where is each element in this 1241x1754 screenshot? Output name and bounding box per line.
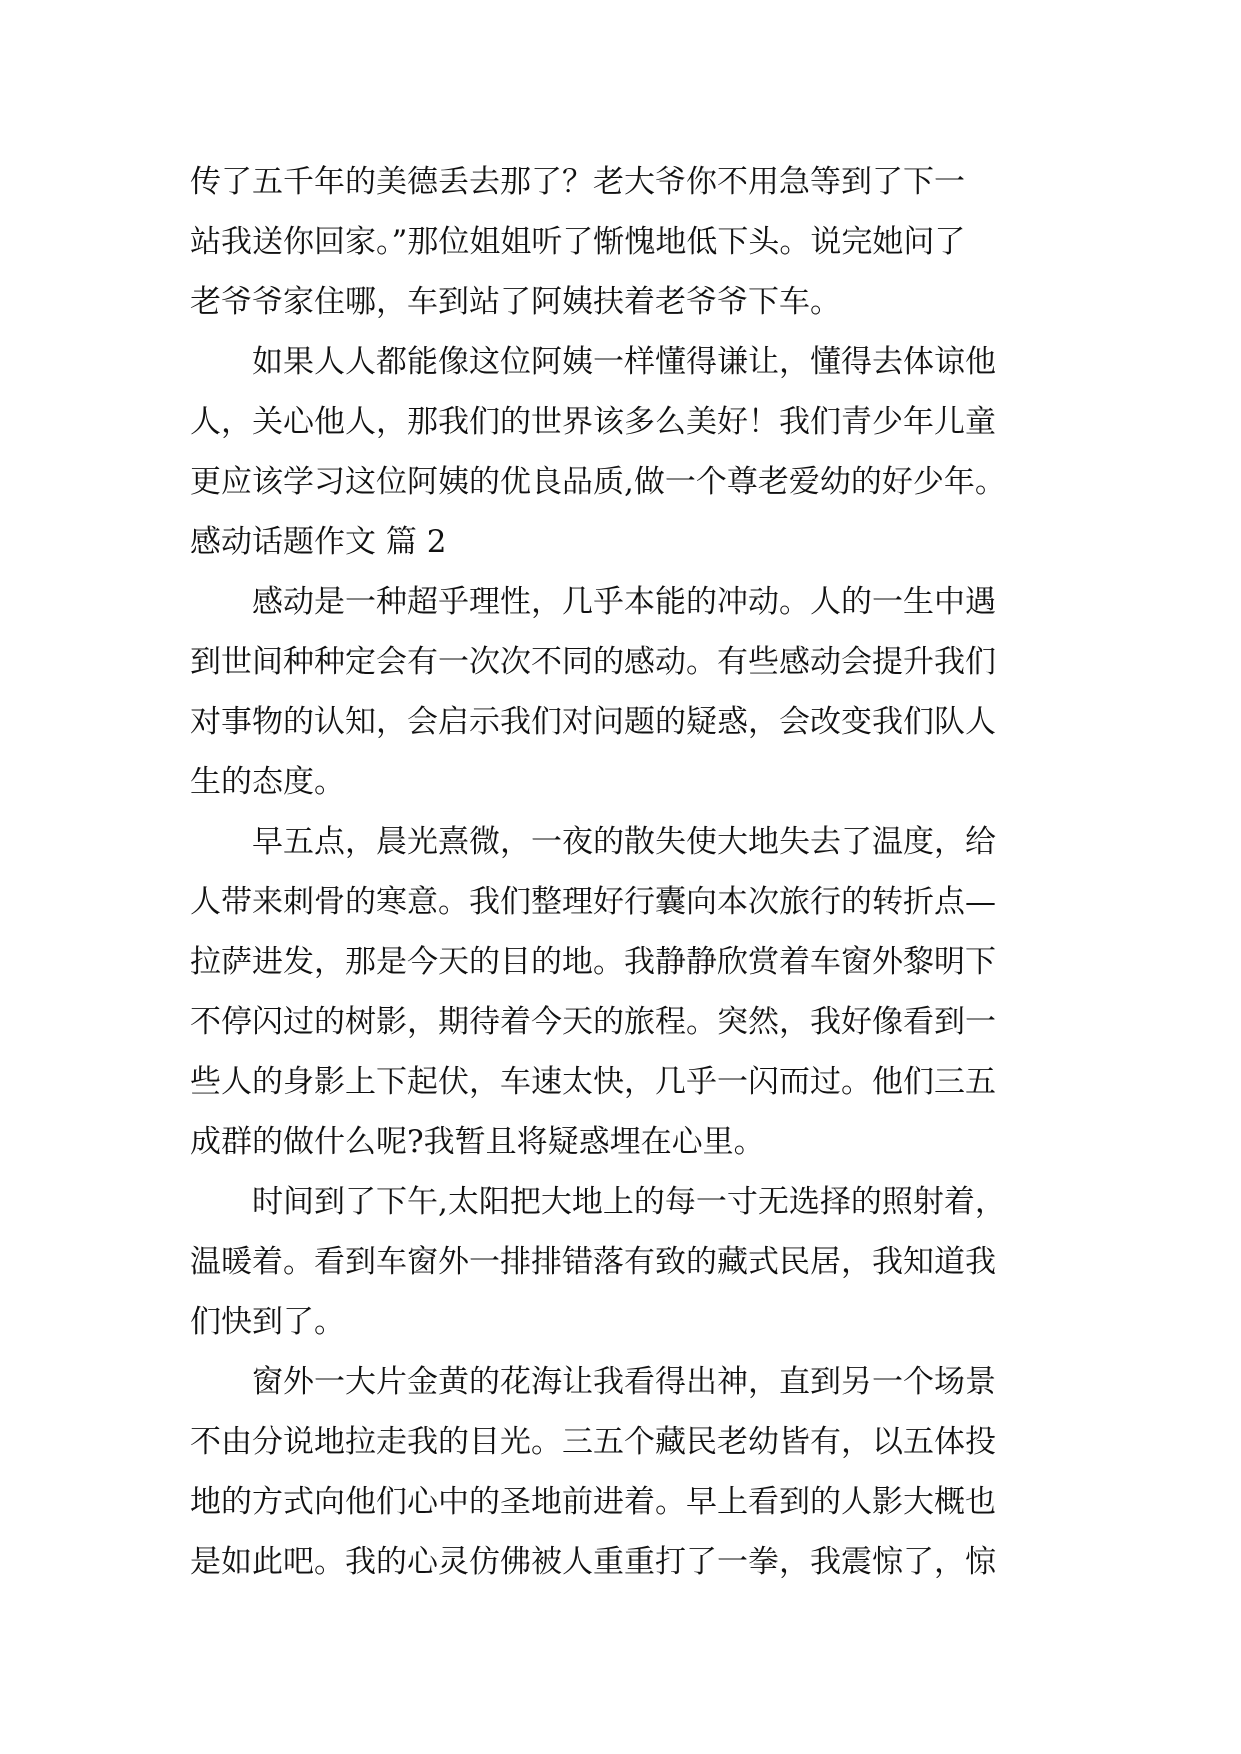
text-line: 老爷爷家住哪，车到站了阿姨扶着老爷爷下车。	[190, 284, 841, 320]
text-line: 人带来刺骨的寒意。我们整理好行囊向本次旅行的转折点—	[190, 884, 996, 920]
text-line: 人，关心他人，那我们的世界该多么美好！我们青少年儿童	[190, 404, 996, 440]
text-line: 传了五千年的美德丢去那了？老大爷你不用急等到了下一	[190, 164, 965, 200]
text-line: 到世间种种定会有一次次不同的感动。有些感动会提升我们	[190, 644, 996, 680]
text-line: 不由分说地拉走我的目光。三五个藏民老幼皆有，以五体投	[190, 1424, 996, 1460]
document-body	[190, 152, 1060, 1592]
paragraph-first-line: 如果人人都能像这位阿姨一样懂得谦让，懂得去体谅他	[252, 344, 996, 380]
paragraph-first-line: 时间到了下午,太阳把大地上的每一寸无选择的照射着，	[252, 1184, 1006, 1220]
text-line: 地的方式向他们心中的圣地前进着。早上看到的人影大概也	[190, 1484, 996, 1520]
text-line: 温暖着。看到车窗外一排排错落有致的藏式民居，我知道我	[190, 1244, 996, 1280]
text-line: 些人的身影上下起伏，车速太快，几乎一闪而过。他们三五	[190, 1064, 996, 1100]
text-line: 们快到了。	[190, 1304, 345, 1340]
text-line: 不停闪过的树影，期待着今天的旅程。突然，我好像看到一	[190, 1004, 996, 1040]
paragraph-first-line: 早五点，晨光熹微，一夜的散失使大地失去了温度，给	[252, 824, 996, 860]
text-line: 是如此吧。我的心灵仿佛被人重重打了一拳，我震惊了，惊	[190, 1544, 996, 1580]
text-line: 生的态度。	[190, 764, 345, 800]
section-heading: 感动话题作文 篇 2	[190, 524, 447, 560]
text-line: 更应该学习这位阿姨的优良品质,做一个尊老爱幼的好少年。	[190, 464, 1006, 500]
text-line: 拉萨进发，那是今天的目的地。我静静欣赏着车窗外黎明下	[190, 944, 996, 980]
text-line: 站我送你回家。”那位姐姐听了惭愧地低下头。说完她问了	[190, 224, 966, 260]
paragraph-first-line: 窗外一大片金黄的花海让我看得出神，直到另一个场景	[252, 1364, 996, 1400]
text-line: 成群的做什么呢?我暂且将疑惑埋在心里。	[190, 1124, 765, 1160]
paragraph-first-line: 感动是一种超乎理性，几乎本能的冲动。人的一生中遇	[252, 584, 996, 620]
text-line: 对事物的认知，会启示我们对问题的疑惑，会改变我们队人	[190, 704, 996, 740]
